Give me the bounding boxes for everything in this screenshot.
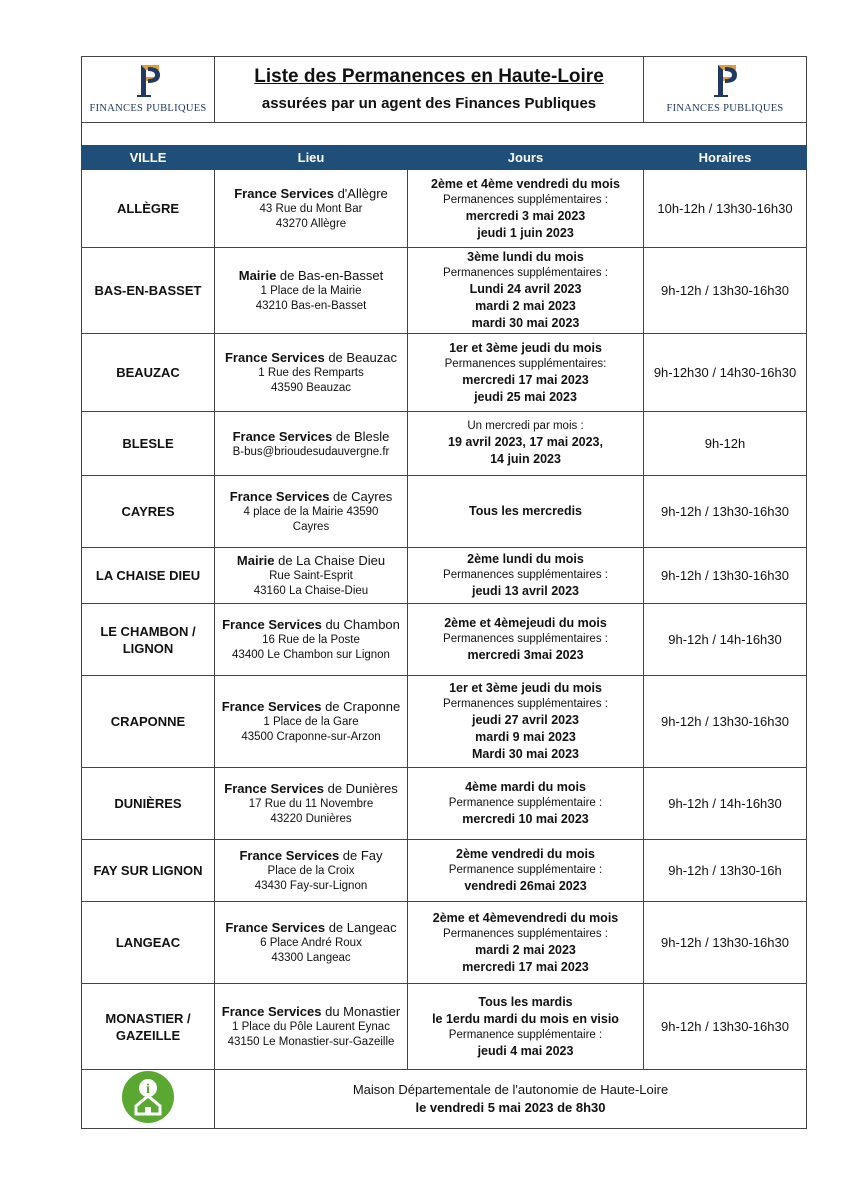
jours-main: Tous les mercredis [469,504,583,518]
table-row [82,768,807,840]
cell-lieu [215,676,408,768]
cell-lieu [215,768,408,840]
lieu-town: de Langeac [325,920,397,935]
table-row [82,984,807,1070]
lieu-name [219,616,403,633]
lieu-town: de Fay [339,848,383,863]
info-home-icon [121,1070,175,1124]
lieu-name [219,847,403,864]
cell-lieu [215,334,408,412]
lieu-type: France Services [221,1004,322,1019]
lieu-type: France Services [225,920,326,935]
jours-sub: Permanences supplémentaires : [443,267,608,279]
cell-lieu [215,548,408,604]
cell-lieu [215,984,408,1070]
lieu-address-line: 43500 Craponne-sur-Arzon [241,731,381,743]
lieu-address-line: B-bus@brioudesudauvergne.fr [232,445,390,458]
table-row [82,604,807,676]
lieu-type: Mairie [238,268,277,283]
cell-ville: DUNIÈRES [82,768,215,840]
jours-main-2: le 1erdu mardi du mois en visio [432,1011,619,1026]
lieu-type: France Services [234,186,334,201]
cell-ville: CRAPONNE [82,676,215,768]
lieu-name [219,349,403,366]
cell-horaires: 9h-12h30 / 14h30-16h30 [644,334,807,412]
cell-lieu [215,604,408,676]
jours-main: 4ème mardi du mois [465,780,586,794]
cell-lieu [215,902,408,984]
lieu-town: du Chambon [321,617,400,632]
lieu-address-line: 43300 Langeac [271,952,351,964]
lieu-address-line: 4 place de la Mairie 43590 [243,506,379,518]
cell-horaires: 9h-12h / 14h-16h30 [644,768,807,840]
jours-sub: Permanence supplémentaire : [448,1028,603,1041]
jours-sub: Permanence supplémentaire : [448,797,603,809]
jours-extra-date: mercredi 3mai 2023 [467,648,584,662]
fp-emblem-icon [710,63,740,99]
jours-extra-date: mardi 2 mai 2023 [475,942,576,957]
lieu-town: de Cayres [329,489,393,504]
cell-ville: LA CHAISE DIEU [82,548,215,604]
cell-jours [408,902,644,984]
cell-horaires: 9h-12h / 13h30-16h30 [644,248,807,334]
cell-ville: LE CHAMBON / LIGNON [82,604,215,676]
lieu-address-line: 43220 Dunières [270,813,352,825]
table-row [82,476,807,548]
jours-sub: Permanences supplémentaires: [444,357,607,370]
lieu-address-line: Place de la Croix [267,865,355,877]
lieu-town: de Beauzac [324,350,397,365]
lieu-address-line: 43160 La Chaise-Dieu [253,585,369,597]
lieu-name [219,698,403,715]
lieu-address-line: 43 Rue du Mont Bar [259,203,363,215]
jours-main: 3ème lundi du mois [467,250,584,264]
lieu-address-line: 1 Place de la Gare [263,716,359,728]
footer-line-2: le vendredi 5 mai 2023 de 8h30 [415,1100,606,1115]
cell-horaires: 9h-12h / 13h30-16h30 [644,984,807,1070]
lieu-type: Mairie [236,553,275,568]
table-row [82,334,807,412]
lieu-name [219,919,403,936]
column-header-ville: VILLE [82,146,215,170]
jours-extra-date: jeudi 4 mai 2023 [477,1043,574,1058]
cell-jours [408,412,644,476]
table-row [82,840,807,902]
jours-main: 2ème et 4ème vendredi du mois [431,176,620,191]
lieu-address-line: Cayres [292,521,330,533]
jours-extra-date: vendredi 26mai 2023 [464,879,587,893]
svg-text:i: i [146,1082,150,1097]
lieu-address-line: 43430 Fay-sur-Lignon [254,880,368,892]
table-row [82,676,807,768]
cell-jours [408,476,644,548]
logo-text: FINANCES PUBLIQUES [666,102,784,114]
cell-ville: CAYRES [82,476,215,548]
jours-sub: Permanence supplémentaire : [448,864,603,876]
footer-icon-cell [82,1070,215,1129]
jours-extra-date: Mardi 30 mai 2023 [472,747,580,761]
jours-extra-date: 19 avril 2023, 17 mai 2023, [448,435,603,449]
lieu-address-line: 43150 Le Monastier-sur-Gazeille [227,1036,395,1048]
cell-horaires: 10h-12h / 13h30-16h30 [644,170,807,248]
jours-extra-date: mercredi 17 mai 2023 [462,372,589,387]
cell-lieu [215,476,408,548]
header-row [82,57,807,123]
lieu-address-line: 1 Place du Pôle Laurent Eynac [232,1021,390,1033]
lieu-town: de Blesle [332,428,390,444]
lieu-address-line: 1 Place de la Mairie [260,285,362,297]
cell-horaires: 9h-12h / 13h30-16h30 [644,476,807,548]
footer-row [82,1070,807,1129]
lieu-type: France Services [224,781,324,796]
cell-jours [408,170,644,248]
lieu-name [219,1003,403,1020]
column-header-row [82,146,807,170]
lieu-town: de Dunières [324,781,398,796]
title-cell [215,57,644,123]
cell-jours [408,604,644,676]
jours-extra-date: jeudi 27 avril 2023 [472,713,580,727]
column-header-jours: Jours [408,146,644,170]
finances-publiques-logo [86,63,210,117]
document-title: Liste des Permanences en Haute-Loire [254,65,604,87]
cell-jours [408,840,644,902]
cell-lieu [215,840,408,902]
jours-extra-date: jeudi 13 avril 2023 [472,584,580,598]
lieu-type: France Services [232,428,333,444]
column-header-lieu: Lieu [215,146,408,170]
cell-horaires: 9h-12h / 13h30-16h [644,840,807,902]
lieu-type: France Services [224,350,325,365]
jours-extra-date: jeudi 1 juin 2023 [477,225,574,240]
lieu-town: du Monastier [321,1004,401,1019]
lieu-type: France Services [221,699,322,714]
jours-extra-date: mardi 9 mai 2023 [475,730,576,744]
jours-main: 2ème lundi du mois [467,552,584,566]
jours-sub: Permanences supplémentaires : [443,927,608,940]
lieu-name [219,780,403,797]
jours-sub: Permanences supplémentaires : [443,193,608,206]
jours-sub: Permanences supplémentaires : [443,633,608,645]
document-subtitle: assurées par un agent des Finances Publiques [261,94,597,112]
jours-sub: Un mercredi par mois : [467,420,584,432]
lieu-town: d'Allègre [333,186,388,201]
lieu-address-line: 17 Rue du 11 Novembre [248,798,374,810]
cell-lieu [215,412,408,476]
cell-ville: LANGEAC [82,902,215,984]
cell-lieu [215,248,408,334]
lieu-name [219,552,403,569]
cell-lieu [215,170,408,248]
cell-horaires: 9h-12h / 13h30-16h30 [644,902,807,984]
lieu-name [219,488,403,505]
finances-publiques-logo-right [648,63,802,117]
cell-horaires: 9h-12h / 13h30-16h30 [644,676,807,768]
lieu-town: de La Chaise Dieu [274,553,386,568]
jours-sub: Permanences supplémentaires : [443,698,608,710]
lieu-name [219,267,403,284]
jours-main: 2ème vendredi du mois [456,847,595,861]
table-body [82,170,807,1070]
cell-jours [408,248,644,334]
jours-extra-date: jeudi 25 mai 2023 [474,389,577,404]
jours-extra-date: 14 juin 2023 [490,452,561,466]
document-page [81,56,806,1129]
lieu-address-line: 43270 Allègre [275,218,347,230]
lieu-address-line: 43400 Le Chambon sur Lignon [232,649,390,661]
lieu-address-line: 43210 Bas-en-Basset [255,300,367,312]
cell-ville: MONASTIER / GAZEILLE [82,984,215,1070]
cell-ville: ALLÈGRE [82,170,215,248]
table-row [82,902,807,984]
jours-main: Tous les mardis [478,994,573,1009]
lieu-address-line: 6 Place André Roux [260,937,362,949]
cell-ville: FAY SUR LIGNON [82,840,215,902]
lieu-town: de Bas-en-Basset [276,268,384,283]
jours-extra-date: mardi 30 mai 2023 [471,316,580,330]
logo-left-cell [82,57,215,123]
table-row [82,412,807,476]
lieu-address-line: 43590 Beauzac [271,382,351,394]
lieu-type: France Services [229,489,330,504]
table-row [82,170,807,248]
jours-main: 2ème et 4èmejeudi du mois [444,616,607,630]
lieu-name [219,185,403,202]
jours-main: 1er et 3ème jeudi du mois [449,681,602,695]
permanences-table [81,56,807,1129]
cell-horaires: 9h-12h / 13h30-16h30 [644,548,807,604]
cell-jours [408,334,644,412]
logo-text: FINANCES PUBLIQUES [89,102,207,114]
jours-extra-date: Lundi 24 avril 2023 [469,282,582,296]
fp-emblem-icon [133,63,163,99]
table-row [82,548,807,604]
lieu-address-line: 16 Rue de la Poste [262,634,360,646]
footer-text-cell [215,1070,807,1129]
jours-main: 2ème et 4èmevendredi du mois [432,910,619,925]
cell-jours [408,548,644,604]
cell-ville: BLESLE [82,412,215,476]
cell-ville: BEAUZAC [82,334,215,412]
spacer-row [82,123,807,146]
lieu-type: France Services [222,617,322,632]
column-header-horaires: Horaires [644,146,807,170]
jours-sub: Permanences supplémentaires : [443,569,608,581]
lieu-name [219,428,403,445]
lieu-address-line: Rue Saint-Esprit [269,570,353,582]
cell-horaires: 9h-12h / 14h-16h30 [644,604,807,676]
jours-extra-date: mercredi 17 mai 2023 [462,959,589,974]
jours-extra-date: mercredi 3 mai 2023 [465,208,586,223]
logo-right-cell [644,57,807,123]
cell-jours [408,676,644,768]
lieu-address-line: 1 Rue des Remparts [258,367,364,379]
jours-main: 1er et 3ème jeudi du mois [449,340,602,355]
cell-horaires: 9h-12h [644,412,807,476]
jours-extra-date: mardi 2 mai 2023 [475,299,576,313]
lieu-type: France Services [239,848,340,863]
cell-jours [408,984,644,1070]
cell-ville: BAS-EN-BASSET [82,248,215,334]
lieu-town: de Craponne [321,699,401,714]
footer-line-1: Maison Départementale de l'autonomie de Haute-Loire [352,1082,669,1097]
jours-extra-date: mercredi 10 mai 2023 [462,812,589,826]
cell-jours [408,768,644,840]
table-row [82,248,807,334]
